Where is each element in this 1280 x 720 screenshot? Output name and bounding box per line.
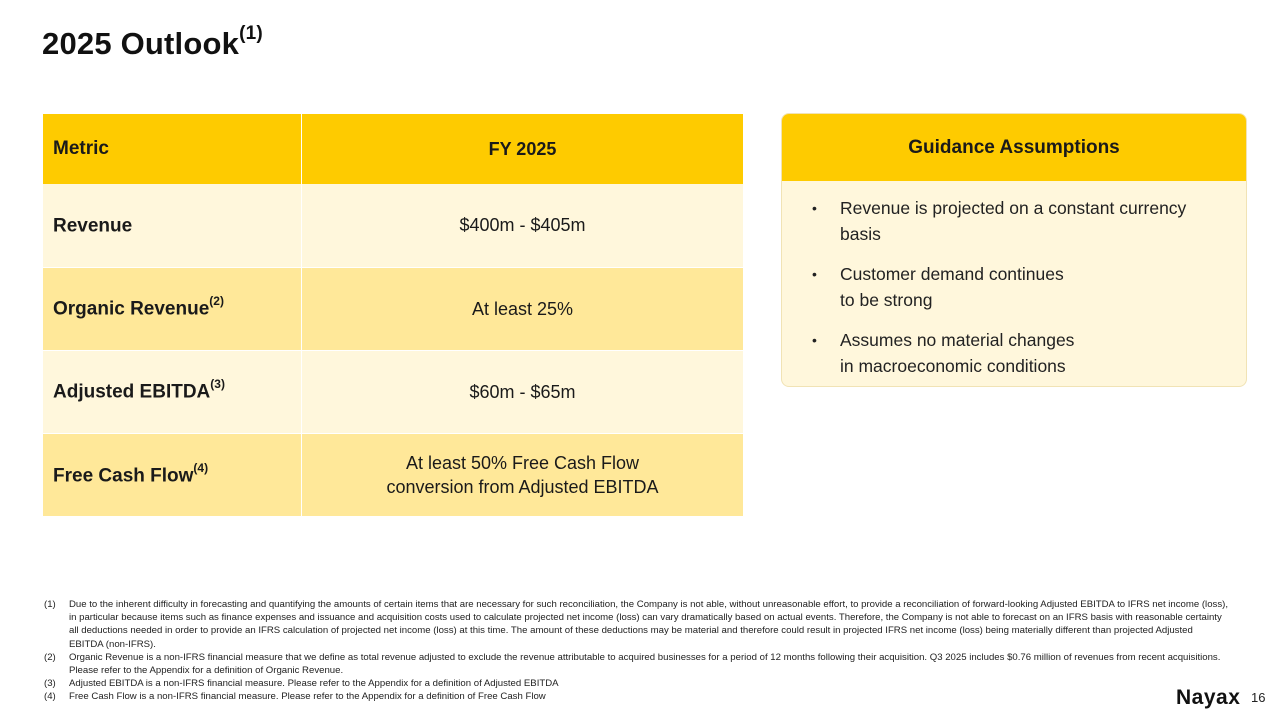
page-title-footnote-ref: (1): [239, 22, 263, 44]
value-line: At least 50% Free Cash Flow: [405, 452, 640, 473]
footnote-number: (1): [44, 599, 56, 610]
footnote-text: Organic Revenue is a non-IFRS financial measure that we define as total revenue adjusted to exclude the revenue attributable to acquired businesses for a period of 12 months following their acquisition. Q3 2025 includes $0.76 million of revenues from recent acquisitions. Please refer to the Appendix for a definition of Organic Revenue.: [69, 651, 1221, 677]
metric-cell: [43, 433, 302, 516]
footnote: [44, 677, 1229, 690]
guidance-list: [782, 181, 1246, 379]
table-row-organic-revenue: [43, 267, 743, 350]
page-title-text: 2025 Outlook: [42, 26, 240, 61]
footnote-text: Adjusted EBITDA is a non-IFRS financial measure. Please refer to the Appendix for a definition of Adjusted EBITDA: [69, 678, 559, 690]
metric-footnote-ref: (3): [210, 377, 225, 392]
metric-label: Organic Revenue: [53, 298, 210, 320]
list-item: [812, 261, 1236, 313]
guidance-assumptions-card: [781, 113, 1247, 387]
list-item-line: to be strong: [840, 290, 933, 310]
value-cell: [302, 267, 744, 350]
value-cell: [302, 184, 744, 267]
list-item-line: Assumes no material changes: [840, 330, 1075, 350]
footnote-number: (4): [44, 691, 56, 703]
bullet-icon: •: [812, 200, 817, 216]
column-header-fy2025: FY 2025: [302, 114, 744, 184]
page-title: [42, 22, 263, 62]
value-line: conversion from Adjusted EBITDA: [386, 476, 659, 497]
footnote-number: (3): [44, 678, 56, 690]
list-item-line: Revenue is projected on a constant currency: [840, 198, 1187, 218]
footnotes: [44, 598, 1229, 704]
footnote-text: Due to the inherent difficulty in forecasting and quantifying the amounts of certain items that are necessary for such reconciliation, the Company is not able, without unreasonable effort, to provide a reconciliation of forward-looking Adjusted EBITDA to IFRS net income (loss), in particular because items such as finance expenses and issuance and acquisition costs used to calculate projected net income (loss) can vary dramatically based on actual events. Therefore, the Company is not able to forecast on an IFRS basis with reasonable certainty all deductions needed in order to provide an IFRS calculation of projected net income (loss) at this time. The amount of these deductions may be material and therefore could result in projected IFRS net income (loss) being materially different than projected Adjusted EBITDA (non-IFRS).: [69, 599, 1228, 650]
metric-label: Adjusted EBITDA: [53, 381, 211, 403]
metric-cell: [43, 184, 302, 267]
metric-footnote-ref: (2): [209, 294, 224, 309]
list-item: [812, 195, 1236, 247]
value-cell: [302, 433, 744, 516]
page-number: 16: [1251, 690, 1266, 705]
footnote: [44, 598, 1229, 651]
table-row-free-cash-flow: [43, 433, 743, 516]
footnote: [44, 651, 1229, 677]
footnote-text: Free Cash Flow is a non-IFRS financial measure. Please refer to the Appendix for a definition of Free Cash Flow: [69, 691, 546, 703]
logo-text: Nayax: [1176, 686, 1241, 709]
value-line: $60m - $65m: [469, 381, 576, 402]
bullet-icon: •: [812, 266, 817, 282]
value-cell: [302, 350, 744, 433]
list-item-line: basis: [840, 224, 881, 244]
list-item-line: Customer demand continues: [840, 264, 1064, 284]
outlook-table: [43, 114, 743, 516]
guidance-title: Guidance Assumptions: [782, 114, 1246, 181]
bullet-icon: •: [812, 332, 817, 348]
value-line: $400m - $405m: [459, 215, 586, 236]
metric-label: Free Cash Flow: [53, 464, 194, 486]
column-header-metric: Metric: [43, 114, 302, 184]
metric-label: Revenue: [53, 215, 133, 237]
table-row-adjusted-ebitda: [43, 350, 743, 433]
metric-footnote-ref: (4): [193, 460, 209, 475]
footnote: [44, 690, 1229, 703]
metric-cell: [43, 267, 302, 350]
value-line: At least 25%: [471, 298, 574, 319]
footnote-number: (2): [44, 651, 56, 663]
list-item-line: in macroeconomic conditions: [840, 356, 1066, 376]
table-header-row: [43, 114, 743, 184]
list-item: [812, 327, 1236, 379]
table-row-revenue: [43, 184, 743, 267]
nayax-logo: [1176, 686, 1240, 710]
metric-cell: [43, 350, 302, 433]
